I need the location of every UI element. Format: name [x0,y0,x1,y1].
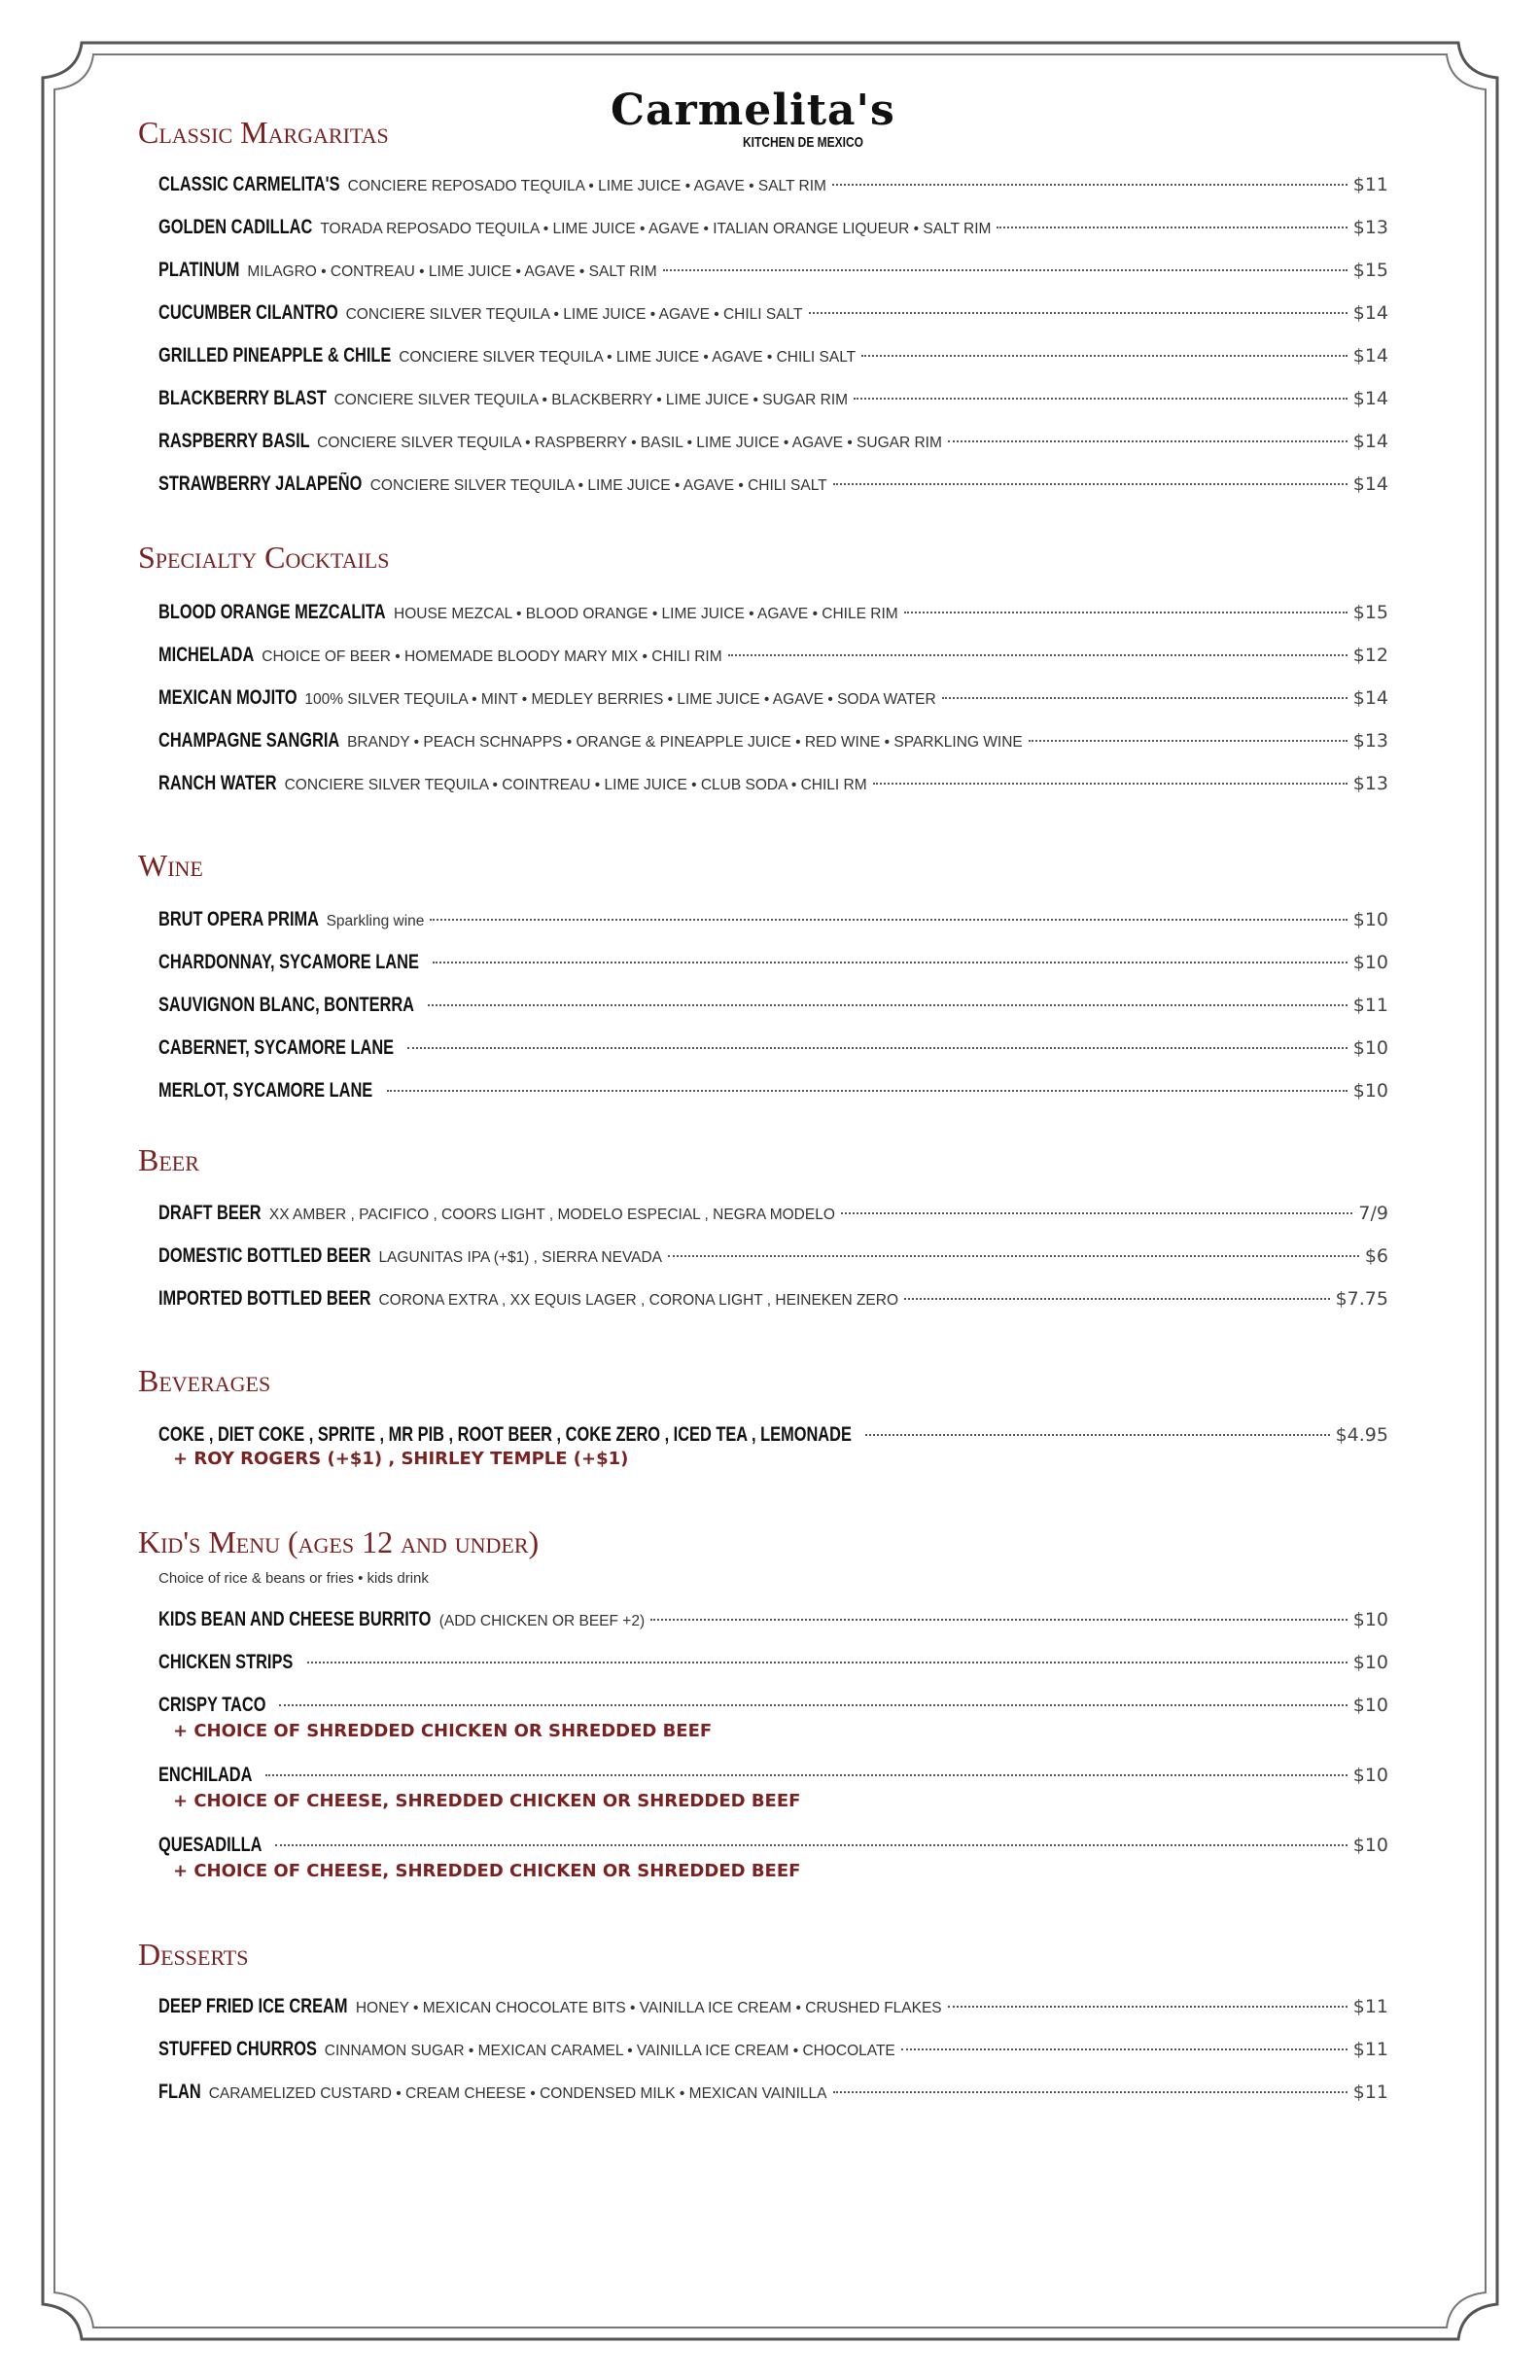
item-description: MILAGRO • CONTREAU • LIME JUICE • AGAVE • SALT RIM [247,263,657,280]
item-description: CONCIERE SILVER TEQUILA • RASPBERRY • BASIL • LIME JUICE • AGAVE • SUGAR RIM [317,435,942,451]
menu-item [158,1079,1388,1110]
menu-item [158,259,1388,290]
item-description: CONCIERE SILVER TEQUILA • LIME JUICE • AGAVE • CHILI SALT [345,306,803,323]
item-name: QUESADILLA [158,1834,262,1856]
item-name: ENCHILADA [158,1764,253,1786]
dot-leader [728,654,1348,656]
item-price: $11 [1352,2039,1388,2060]
dot-leader [901,2048,1348,2050]
menu-item [158,1287,1388,1318]
item-name: CHAMPAGNE SANGRIA [158,729,340,752]
menu-item [158,772,1388,803]
menu-item [158,1608,1388,1639]
item-name: GOLDEN CADILLAC [158,216,313,238]
menu-item [158,1651,1388,1682]
dot-leader [407,1047,1347,1049]
menu-item [158,216,1388,247]
item-description: 100% SILVER TEQUILA • MINT • MEDLEY BERRIES • LIME JUICE • AGAVE • SODA WATER [304,691,936,708]
item-name: FLAN [158,2081,201,2103]
item-name: BLOOD ORANGE MEZCALITA [158,601,386,623]
item-price: $7.75 [1335,1288,1388,1310]
item-name: IMPORTED BOTTLED BEER [158,1287,371,1310]
item-description: CONCIERE SILVER TEQUILA • BLACKBERRY • LIME JUICE • SUGAR RIM [333,392,849,408]
item-name: DEEP FRIED ICE CREAM [158,1995,348,2017]
item-description: CARAMELIZED CUSTARD • CREAM CHEESE • CONDENSED MILK • MEXICAN VAINILLA [208,2085,827,2102]
item-name: GRILLED PINEAPPLE & CHILE [158,344,392,367]
dot-leader [865,1434,1330,1436]
item-price: $12 [1352,645,1388,666]
item-name: CABERNET, SYCAMORE LANE [158,1036,395,1059]
item-name: BRUT OPERA PRIMA [158,908,320,930]
dot-leader [832,184,1348,186]
dot-leader [265,1774,1348,1776]
dot-leader [279,1704,1348,1706]
item-price: $13 [1352,217,1388,238]
item-name: RASPBERRY BASIL [158,430,310,452]
item-price: $10 [1352,952,1388,973]
menu-item [158,1244,1388,1276]
menu-item [158,644,1388,675]
item-name: STRAWBERRY JALAPEÑO [158,472,363,495]
item-price: $10 [1352,909,1388,930]
item-name: MEXICAN MOJITO [158,686,298,709]
item-name: STUFFED CHURROS [158,2038,317,2060]
item-addon: + CHOICE OF CHEESE, SHREDDED CHICKEN OR SHREDDED BEEF [173,1791,801,1811]
dot-leader [841,1212,1353,1214]
item-name: CUCUMBER CILANTRO [158,301,338,324]
menu-item [158,1036,1388,1068]
section-title-desserts: Desserts [138,1937,249,1972]
dot-leader [650,1619,1348,1621]
item-name: CRISPY TACO [158,1694,266,1716]
section-title-wine: Wine [138,848,203,883]
item-description: (ADD CHICKEN OR BEEF +2) [438,1613,646,1629]
menu-item [158,173,1388,204]
item-name: RANCH WATER [158,772,277,794]
item-price: $14 [1352,345,1388,367]
dot-leader [861,355,1348,357]
item-name: MERLOT, SYCAMORE LANE [158,1079,373,1102]
item-price: $13 [1352,730,1388,752]
item-price: $11 [1352,2082,1388,2103]
item-name: PLATINUM [158,259,240,281]
item-price: $14 [1352,388,1388,409]
item-price: $10 [1352,1652,1388,1673]
item-description: Sparkling wine [326,913,425,929]
item-price: $14 [1352,473,1388,495]
dot-leader [854,398,1348,400]
dot-leader [663,269,1348,271]
item-price: 7/9 [1358,1203,1388,1224]
menu-item [158,2081,1388,2112]
menu-item [158,301,1388,332]
dot-leader [387,1090,1348,1092]
section-title-cocktails: Specialty Cocktails [138,540,390,575]
item-price: $13 [1352,773,1388,794]
item-name: BLACKBERRY BLAST [158,387,327,409]
item-name: CLASSIC CARMELITA'S [158,173,340,195]
item-price: $10 [1352,1765,1388,1786]
menu-item [158,951,1388,982]
item-name: DRAFT BEER [158,1202,262,1224]
item-price: $10 [1352,1695,1388,1716]
item-price: $15 [1352,602,1388,623]
item-description: CONCIERE SILVER TEQUILA • LIME JUICE • AGAVE • CHILI SALT [369,477,827,494]
dot-leader [433,962,1347,963]
item-price: $14 [1352,431,1388,452]
item-addon: + CHOICE OF CHEESE, SHREDDED CHICKEN OR SHREDDED BEEF [173,1861,801,1881]
menu-item [158,601,1388,632]
dot-leader [1029,740,1348,742]
section-title-kids: Kid's Menu (ages 12 and under) [138,1524,540,1559]
item-addon: + ROY ROGERS (+$1) , SHIRLEY TEMPLE (+$1) [173,1449,629,1469]
item-description: CORONA EXTRA , XX EQUIS LAGER , CORONA LIGHT , HEINEKEN ZERO [378,1292,899,1309]
item-price: $10 [1352,1080,1388,1102]
dot-leader [948,2006,1348,2008]
item-name: CHARDONNAY, SYCAMORE LANE [158,951,419,973]
menu-item [158,472,1388,504]
item-description: CHOICE OF BEER • HOMEMADE BLOODY MARY MIX • CHILI RIM [262,648,722,665]
item-description: XX AMBER , PACIFICO , COORS LIGHT , MODELO ESPECIAL , NEGRA MODELO [268,1207,835,1223]
item-description: CINNAMON SUGAR • MEXICAN CARAMEL • VAINILLA ICE CREAM • CHOCOLATE [324,2043,895,2059]
item-price: $4.95 [1335,1424,1388,1446]
item-description: HOUSE MEZCAL • BLOOD ORANGE • LIME JUICE • AGAVE • CHILE RIM [394,606,898,622]
dot-leader [275,1844,1348,1846]
item-description: CONCIERE SILVER TEQUILA • LIME JUICE • AGAVE • CHILI SALT [399,349,857,366]
menu-item [158,344,1388,375]
dot-leader [428,1004,1348,1006]
item-addon: + CHOICE OF SHREDDED CHICKEN OR SHREDDED BEEF [173,1721,713,1741]
logo-tagline: KITCHEN DE MEXICO [743,134,864,151]
section-title-margaritas: Classic Margaritas [138,115,389,150]
item-price: $10 [1352,1609,1388,1630]
item-price: $10 [1352,1835,1388,1856]
item-description: HONEY • MEXICAN CHOCOLATE BITS • VAINILLA ICE CREAM • CRUSHED FLAKES [355,2000,942,2016]
logo-wordmark: Carmelita's [611,86,895,135]
item-description: CONCIERE SILVER TEQUILA • COINTREAU • LIME JUICE • CLUB SODA • CHILI RM [284,777,867,793]
section-title-beer: Beer [138,1142,199,1177]
dot-leader [942,697,1348,699]
item-price: $11 [1352,995,1388,1016]
dot-leader [904,1298,1330,1300]
item-price: $11 [1352,1996,1388,2017]
item-name: CHICKEN STRIPS [158,1651,294,1673]
item-name: SAUVIGNON BLANC, BONTERRA [158,994,414,1016]
menu-item [158,908,1388,939]
dot-leader [809,312,1348,314]
menu-item [158,686,1388,718]
item-name: MICHELADA [158,644,255,666]
dot-leader [307,1662,1348,1663]
dot-leader [904,612,1348,613]
menu-item [158,729,1388,760]
item-name: KIDS BEAN AND CHEESE BURRITO [158,1608,432,1630]
section-title-beverages: Beverages [138,1363,271,1398]
menu-item [158,994,1388,1025]
item-description: CONCIERE REPOSADO TEQUILA • LIME JUICE • AGAVE • SALT RIM [347,178,826,194]
item-price: $14 [1352,302,1388,324]
menu-item [158,1202,1388,1233]
dot-leader [833,2091,1348,2093]
item-name: COKE , DIET COKE , SPRITE , MR PIB , ROOT BEER , COKE ZERO , ICED TEA , LEMONADE [158,1423,852,1446]
item-price: $11 [1352,174,1388,195]
item-price: $6 [1364,1245,1388,1267]
menu-item [158,387,1388,418]
item-description: TORADA REPOSADO TEQUILA • LIME JUICE • AGAVE • ITALIAN ORANGE LIQUEUR • SALT RIM [320,221,992,237]
dot-leader [997,227,1347,228]
item-description: LAGUNITAS IPA (+$1) , SIERRA NEVADA [378,1249,663,1266]
menu-item [158,1995,1388,2026]
dot-leader [948,440,1348,442]
item-price: $15 [1352,260,1388,281]
dot-leader [873,783,1348,785]
menu-item [158,430,1388,461]
dot-leader [430,919,1347,921]
menu-item [158,2038,1388,2069]
restaurant-logo [611,86,895,156]
item-name: DOMESTIC BOTTLED BEER [158,1244,371,1267]
item-price: $14 [1352,687,1388,709]
kids-menu-note: Choice of rice & beans or fries • kids drink [158,1570,429,1587]
item-price: $10 [1352,1037,1388,1059]
item-description: BRANDY • PEACH SCHNAPPS • ORANGE & PINEAPPLE JUICE • RED WINE • SPARKLING WINE [347,734,1023,751]
dot-leader [668,1255,1359,1257]
dot-leader [833,483,1348,485]
